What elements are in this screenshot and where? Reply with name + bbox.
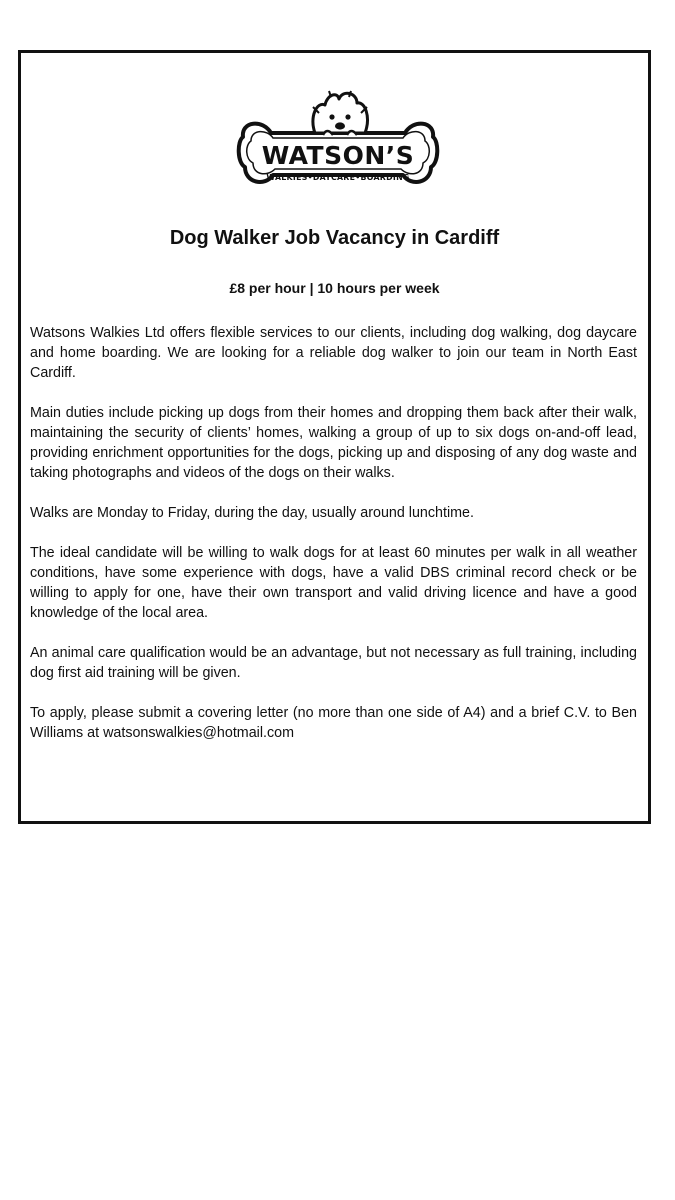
watsons-logo [233, 83, 443, 193]
schedule-paragraph: Walks are Monday to Friday, during the day, usually around lunchtime. [30, 505, 474, 521]
page-title: Dog Walker Job Vacancy in Cardiff [169, 227, 500, 249]
qualification-paragraph: An animal care qualification would be an advantage, but not necessary as full training, including dog first aid training will be given. [30, 645, 637, 681]
logo-tagline: WALKIES•DAYCARE•BOARDING [266, 173, 410, 182]
pay-and-hours: £8 per hour | 10 hours per week [229, 280, 440, 296]
how-to-apply-paragraph: To apply, please submit a covering letter (no more than one side of A4) and a brief C.V. to Ben Williams at watsonswalkies@hotmail.com [30, 705, 637, 741]
intro-paragraph: Watsons Walkies Ltd offers flexible services to our clients, including dog walking, dog daycare and home boarding. We are looking for a reliable dog walker to join our team in North East Cardiff. [30, 325, 637, 381]
job-advert-card [18, 50, 651, 824]
requirements-paragraph: The ideal candidate will be willing to walk dogs for at least 60 minutes per walk in all weather conditions, have some experience with dogs, have a valid DBS criminal record check or be willing to apply for one, have their own transport and valid driving licence and have a good knowledge of the local area. [30, 545, 637, 621]
duties-paragraph: Main duties include picking up dogs from their homes and dropping them back after their walk, maintaining the security of clients’ homes, walking a group of up to six dogs on-and-off lead, providing enrichment opportunities for the dogs, picking up and disposing of any dog waste and taking photographs and videos of the dogs on their walks. [30, 405, 637, 481]
logo-name: WATSON’S [261, 141, 415, 170]
job-description [30, 323, 637, 763]
